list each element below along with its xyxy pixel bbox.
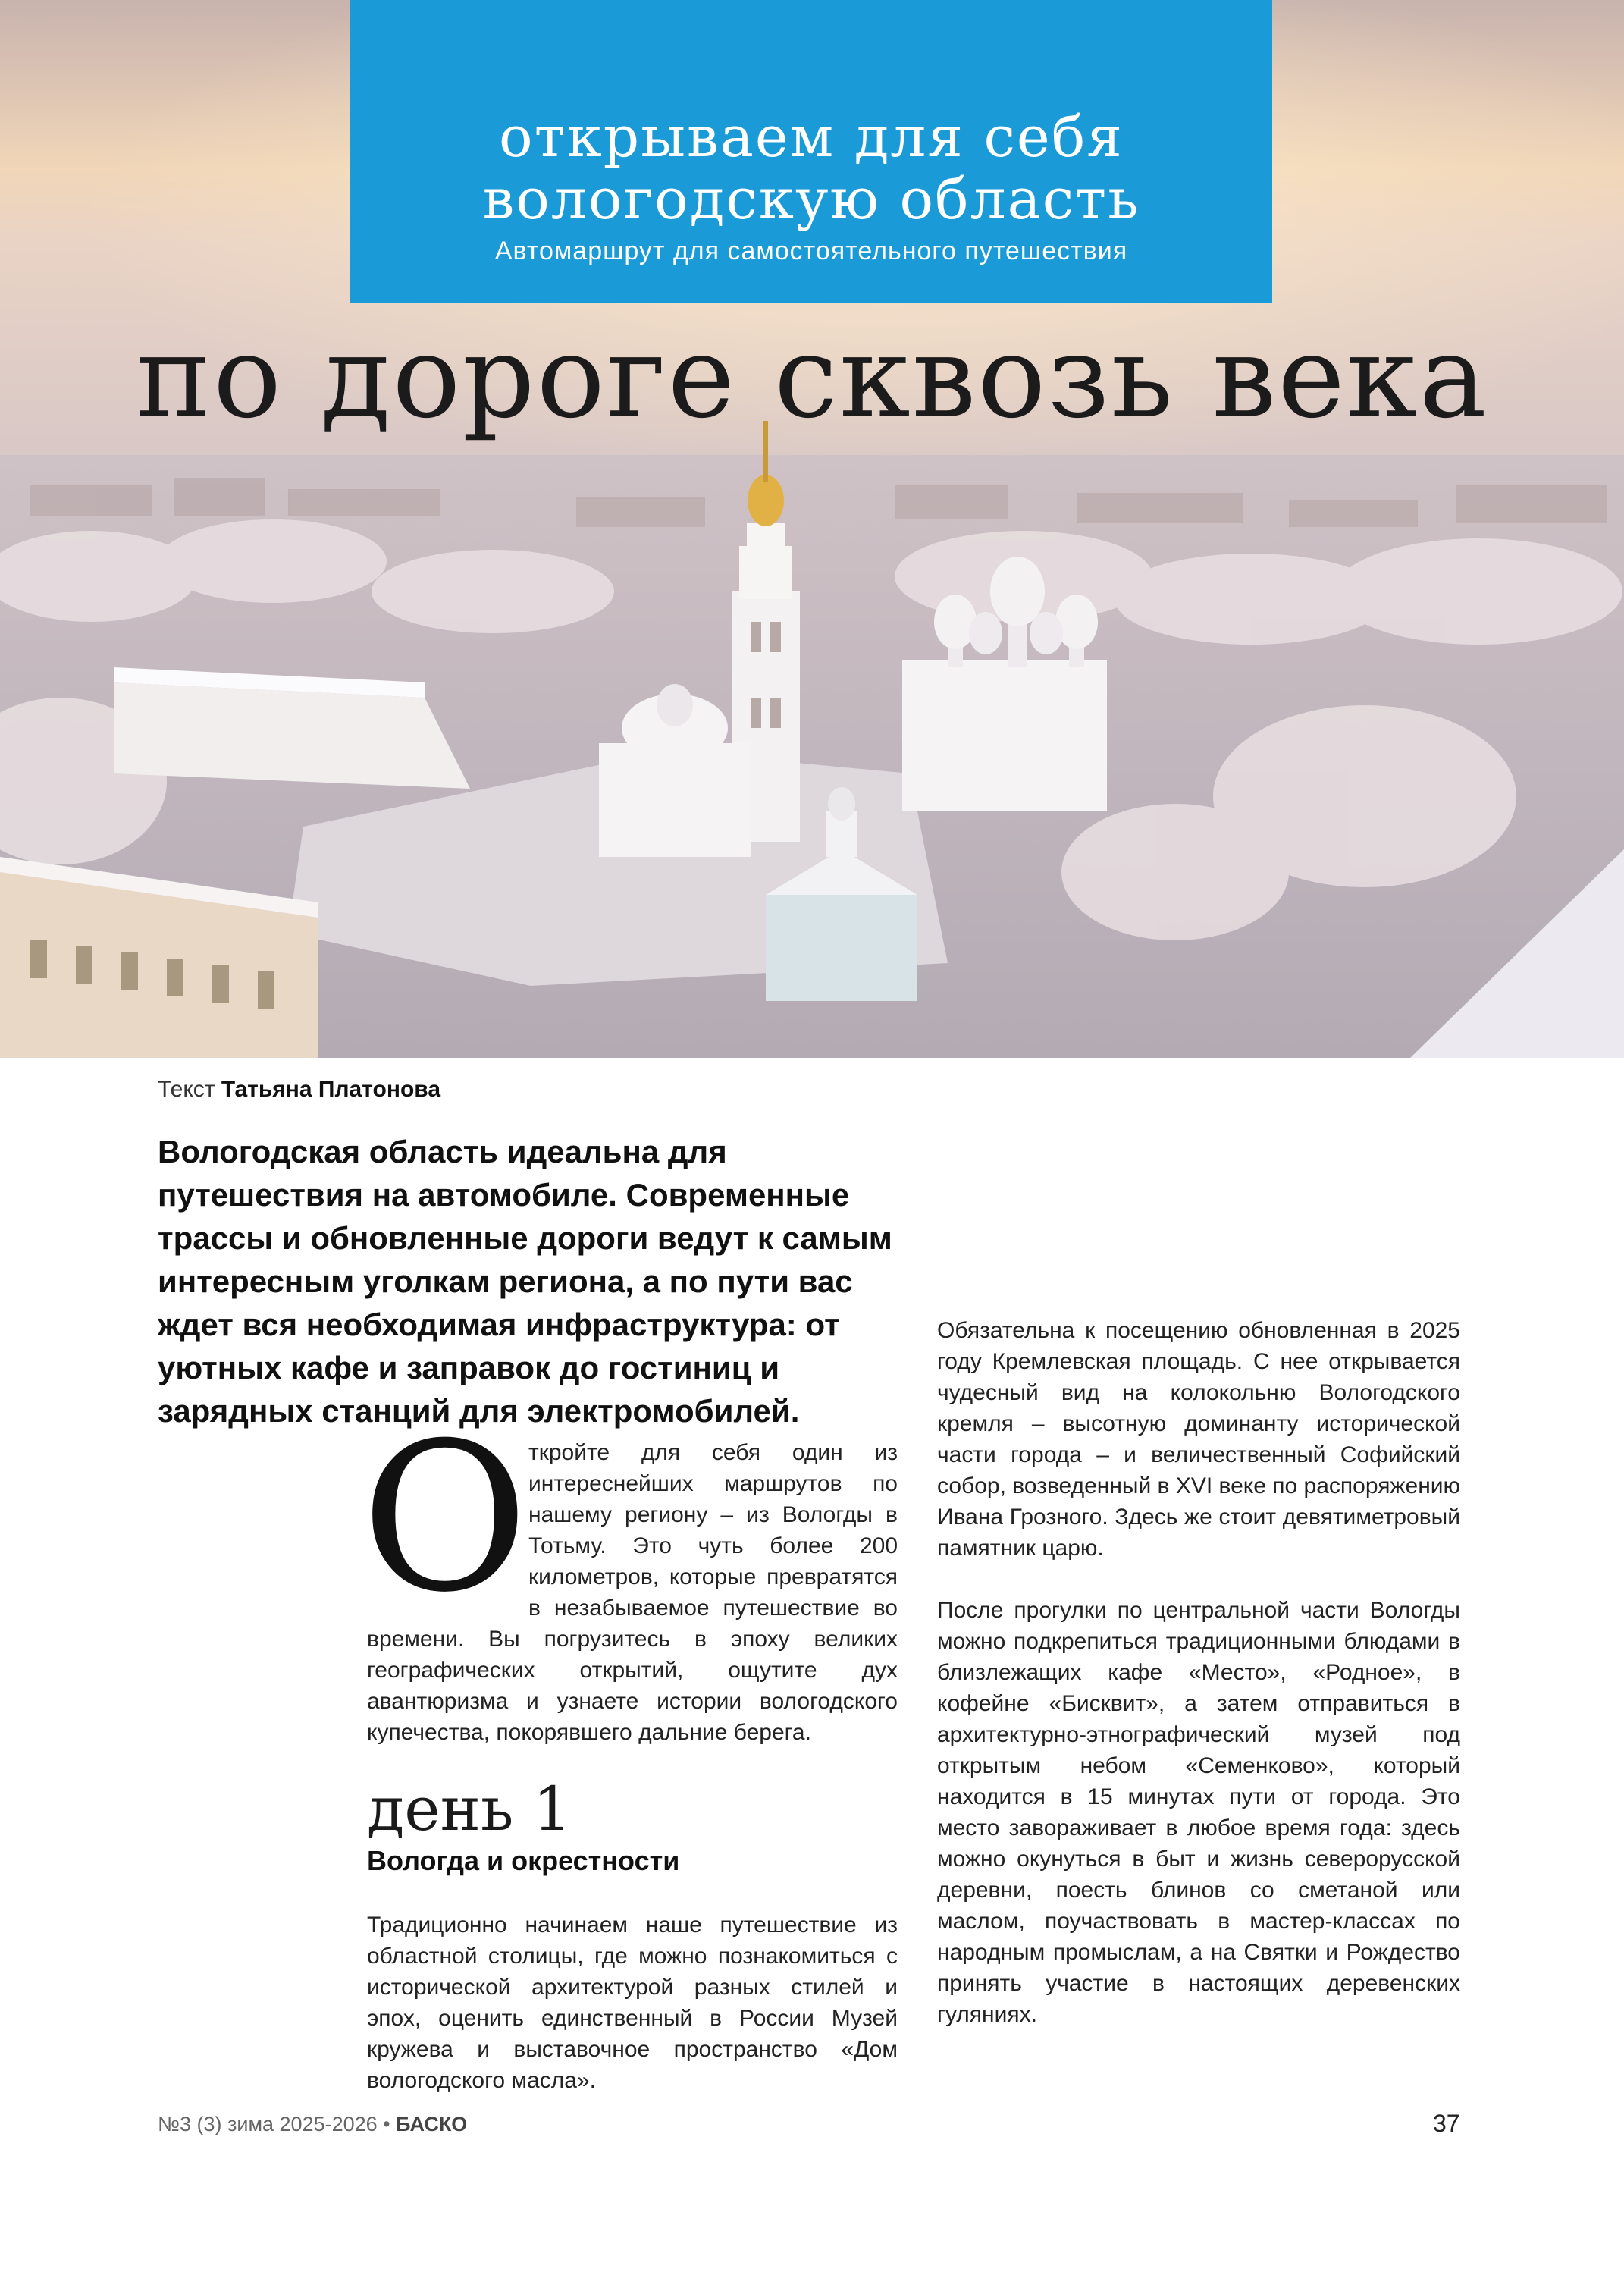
banner-kicker xyxy=(350,0,1272,231)
drop-cap: О xyxy=(361,1398,529,1637)
hero-section xyxy=(0,0,1624,1058)
section-banner xyxy=(350,0,1272,303)
day1-paragraph: Традиционно начинаем наше путешествие из областной столицы, где можно познакомиться с исторической архитектурой разных стилей и эпох, оценить единственный в России Музей кружева и выставочное пространство «Дом вологодского масла». xyxy=(367,1913,898,2093)
magazine-name: БАСКО xyxy=(396,2113,468,2135)
author-name: Татьяна Платонова xyxy=(221,1077,441,1102)
day-subheading: Вологда и окрестности xyxy=(367,1845,680,1876)
left-column xyxy=(361,1398,898,2127)
banner-kicker-line-2: вологодскую область xyxy=(482,167,1140,232)
kremlin-square-paragraph: Обязательна к посещению обновленная в 2025 году Кремлевская площадь. С нее открывается чудесный вид на колокольню Вологодского кремля – высотную доминанту исторической части города – и величественный Софийский собор, возведенный в XVI веке по распоряжению Ивана Грозного. Здесь же стоит девятиметровый памятник царю. xyxy=(937,1318,1461,1561)
intro-text: ткройте для себя один из интереснейших маршрутов по нашему региону – из Вологды в Тотьму. Это чуть более 200 километров, которые превратятся в незабываемое путешествие во времени. Вы погрузитесь в эпоху великих географических открытий, ощутите дух авантюризма и узнаете истории вологодского купечества, покорявшего дальние берега. xyxy=(367,1440,898,1745)
author-credit xyxy=(158,1077,440,1103)
banner-subtitle: Автомаршрут для самостоятельного путешествия xyxy=(494,237,1128,265)
intro-paragraph xyxy=(361,1398,898,1748)
semenkovo-paragraph: После прогулки по центральной части Вологды можно подкрепиться традиционными блюдами в близлежащих кафе «Место», «Родное», в кофейне «Бисквит», а затем отправиться в архитектурно-этнографический музей под открытым небом «Семенково», который находится в 15 минутах пути от города. Это место завораживает в любое время года: здесь можно окунуться в быт и жизнь северорусской деревни, поесть блинов со сметаной или маслом, поучаствовать в мастер-классах по народным промыслам, а на Святки и Рождество принять участие в настоящих деревенских гуляниях. xyxy=(937,1598,1460,2027)
issue-footer xyxy=(158,2113,467,2136)
day-heading: день 1 xyxy=(367,1774,572,1844)
issue-info: №3 (3) зима 2025-2026 • xyxy=(158,2113,390,2135)
banner-kicker-line-1: открываем для себя xyxy=(499,105,1124,170)
author-prefix: Текст xyxy=(158,1077,215,1102)
white-building xyxy=(114,682,470,789)
right-column xyxy=(937,1315,1460,2061)
article-headline: по дороге сквозь века xyxy=(135,312,1489,444)
page-number: 37 xyxy=(1433,2110,1460,2137)
lead-paragraph: Вологодская область идеальна для путешествия на автомобиле. Современные трассы и обновленные дороги ведут к самым интересным уголкам региона, а по пути вас ждет вся необходимая инфраструктура: от уютных кафе и заправок до гостиниц и зарядных станций для электромобилей. xyxy=(158,1134,892,1429)
